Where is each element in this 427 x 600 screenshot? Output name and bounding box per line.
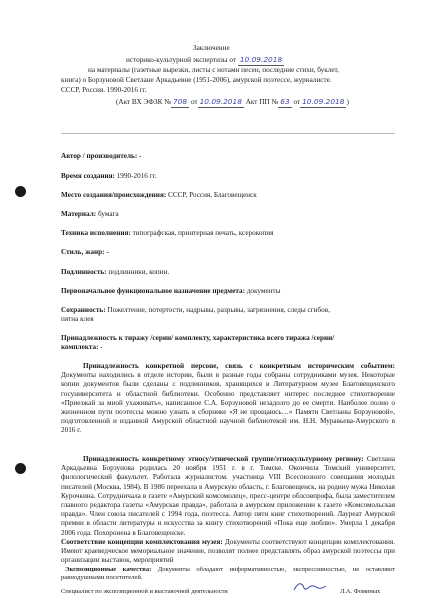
person-heading: Принадлежность конкретной персоне, связь с конкретным историческим событием: [83,362,395,370]
style-field: Стиль, жанр: - [61,248,109,256]
doc-title: Заключение [193,44,230,52]
handwritten-date-1: 10.09.2018 [239,55,283,64]
signatory-role: Специалист по экспозиционной и выставочной деятельности [61,588,228,595]
punch-hole-top [15,186,26,197]
concept-text: Документы соответствуют концепции комплектования. Имеют краеведческое мемориальное значение, позволят полнее представлять образ амурской поэтессы при организации выставок, мероприятий [61,538,395,565]
doc-heading-line4: СССР, Россия. 1990-2016 гг. [61,86,147,94]
series-field-cont: комплекта: - [61,343,103,351]
signature-mark [292,580,332,594]
purpose-field: Первоначальное функциональное назначение предмета: документы [61,287,281,295]
handwritten-pp-date: 10.09.2018 [302,97,345,106]
region-heading: Принадлежность конкретному этносу/этнической группе/этнокультурному региону: [83,455,364,463]
concept-heading: Соответствие концепции комплектования музея: [61,538,223,546]
place-field: Место создания/происхождения: СССР, Россия, Благовещенск [61,191,257,199]
signatory-name: Л.А. Фоминых [340,588,381,595]
author-field: Автор / производитель: - [61,152,142,160]
concept-paragraph [61,538,395,566]
expo-heading: Экспозиционные качества: [65,566,152,573]
handwritten-pp-number: 63 [280,97,290,106]
authenticity-field: Подлинность: подлинники, копии. [61,268,170,276]
region-paragraph [61,455,395,538]
material-field: Материал: бумага [61,210,119,218]
series-field: Принадлежность к тиражу /серии/ комплекту, характеристика всего тиража /серии/ [61,334,335,342]
expo-text: Документы обладают информативностью, экспрессивностью, не оставляют равнодушными посетителей. [61,566,395,582]
condition-field-cont: пятна клея [61,315,94,323]
condition-field: Сохранность: Пожелтение, потертости, надрывы, разрывы, загрязнения, следы сгибов, [61,306,330,314]
technique-field: Техника исполнения: типографская, принтерная печать, ксерокопия [61,229,274,237]
handwritten-act-date: 10.09.2018 [199,97,242,106]
person-text: Документы находились в отделе истории, были в разные годы собраны сотрудниками музея. Некоторые копии документов были сделаны с подлинников, хранящихся в Литературном музее Благовещенского госуниверситета и областной библиотеки. Особенно представляет интерес последнее стихотворение «Приезжай за мной ухаживать», написанное С.А. Борзуновой незадолго до ее смерти. Наиболее полно о жизненном пути поэтессы можно узнать в сборнике «Я не прощаюсь…» Памяти Светланы Борзуновой», подготовленной и изданной Амурской областной научной библиотекой им. Н.Н. Муравьева-Амурского в 2016 г. [61,371,395,435]
handwritten-act-number: 708 [173,97,188,106]
doc-heading-line1: историко-культурной экспертизы от 10.09.2018 [126,55,283,64]
person-paragraph [61,362,395,436]
divider [61,133,395,134]
punch-hole-bottom [15,463,26,474]
act-line: (Акт ВХ ЭФЗК № 708 от 10.09.2018 Акт ПП № 63 от 10.09.2018 ) [116,97,349,106]
created-field: Время создания: 1990-2016 гг. [61,172,157,180]
doc-heading-line2: на материалы (газетные вырезки, листы с нотами песен, последние стихи, буклет, [88,66,339,74]
expo-paragraph [61,566,395,582]
doc-heading-line3: книга) о Борзуновой Светлане Аркадьевне (1951-2006), амурской поэтессе, журналисте. [61,76,332,84]
region-text: Светлана Аркадьевна Борзунова родилась 20 ноября 1951 г. в г. Томске. Окончила Томский университет, филологический факультет. Работала журналистом. участница VIII Всесоюзного совещания молодых писателей (Москва, 1984). В 1986 переехала в Амурскую область, г. Благовещенск, на родину мужа Николая Курочкина. Сотрудничала в газете «Амурский комсомолец», пресс-центре облсовпрофа, была заместителем главного редактора газеты «Амурская правда», работала в амурском приложении к газете «Комсомольская правда». Член союза писателей с 1994 года, поэтесса. Автор пяти книг стихотворений. Лауреат Амурской премии в области литературы и искусства за книгу стихотворений «Пока еще люблю». Умерла 1 декабря 2006 года. Похоронена в Благовещенске. [61,455,396,537]
